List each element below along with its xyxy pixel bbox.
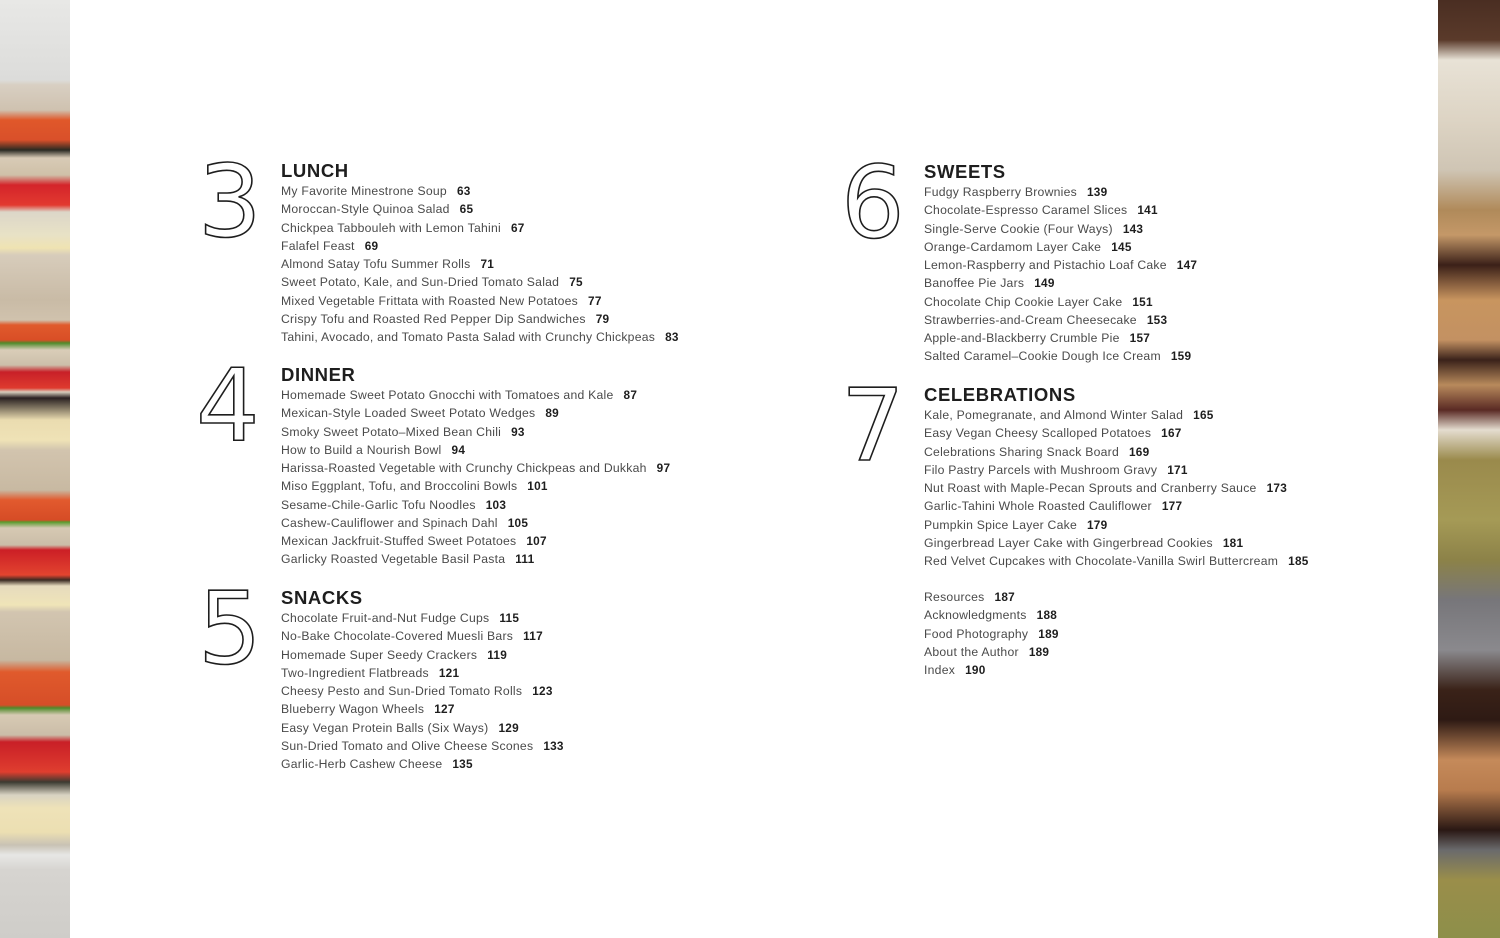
chapter-entries xyxy=(924,183,1197,366)
entry-title: Red Velvet Cupcakes with Chocolate-Vanilla Swirl Buttercream xyxy=(924,554,1279,568)
page-number: 129 xyxy=(498,720,519,735)
toc-entry[interactable] xyxy=(924,643,1059,661)
toc-entry[interactable] xyxy=(281,386,670,404)
entry-title: Homemade Sweet Potato Gnocchi with Tomatoes and Kale xyxy=(281,388,614,402)
entry-title: Resources xyxy=(924,590,985,604)
page-number: 181 xyxy=(1222,535,1244,550)
entry-title: No-Bake Chocolate-Covered Muesli Bars xyxy=(281,629,514,644)
toc-entry[interactable] xyxy=(281,646,564,664)
page-number: 165 xyxy=(1193,408,1214,422)
page-number: 169 xyxy=(1128,444,1150,459)
entry-title: How to Build a Nourish Bowl xyxy=(281,442,442,457)
entry-title: Strawberries-and-Cream Cheesecake xyxy=(924,312,1137,327)
chapter-title: SNACKS xyxy=(281,587,363,608)
chapter-entries xyxy=(281,182,679,346)
page-number: 93 xyxy=(511,424,525,439)
entry-title: Celebrations Sharing Snack Board xyxy=(924,444,1119,459)
toc-entry[interactable] xyxy=(924,661,1059,679)
toc-entry[interactable] xyxy=(924,183,1197,201)
toc-entry[interactable] xyxy=(924,461,1309,479)
page-number: 101 xyxy=(527,479,548,494)
page-number: 190 xyxy=(965,663,986,677)
page-number: 107 xyxy=(526,534,547,548)
toc-entry[interactable] xyxy=(924,534,1309,552)
page-number: 75 xyxy=(569,275,583,290)
entry-title: About the Author xyxy=(924,644,1019,659)
entry-title: Cheesy Pesto and Sun-Dried Tomato Rolls xyxy=(281,684,523,698)
toc-entry[interactable] xyxy=(924,311,1197,329)
toc-entry[interactable] xyxy=(924,220,1197,238)
page-number: 167 xyxy=(1161,426,1182,441)
entry-title: Sun-Dried Tomato and Olive Cheese Scones xyxy=(281,738,534,753)
entry-title: Miso Eggplant, Tofu, and Broccolini Bowls xyxy=(281,479,518,494)
toc-entry[interactable] xyxy=(924,347,1197,365)
entry-title: Two-Ingredient Flatbreads xyxy=(281,665,429,680)
toc-entry[interactable] xyxy=(281,719,564,737)
toc-entry[interactable] xyxy=(924,424,1309,442)
page-number: 69 xyxy=(364,238,379,253)
page-number: 147 xyxy=(1176,258,1198,272)
page-number: 121 xyxy=(438,665,460,680)
entry-title: Sesame-Chile-Garlic Tofu Noodles xyxy=(281,497,476,512)
entry-title: Kale, Pomegranate, and Almond Winter Salad xyxy=(924,408,1184,422)
toc-entry[interactable] xyxy=(281,496,670,514)
page-number: 65 xyxy=(459,202,474,217)
entry-title: Mexican Jackfruit-Stuffed Sweet Potatoes xyxy=(281,534,517,548)
toc-entry[interactable] xyxy=(281,514,670,532)
toc-entry[interactable] xyxy=(924,406,1309,424)
sandwich-stack-photo xyxy=(0,0,70,938)
page-number: 115 xyxy=(499,611,520,625)
entry-title: Apple-and-Blackberry Crumble Pie xyxy=(924,331,1120,345)
page-number: 153 xyxy=(1146,312,1168,327)
page-number: 123 xyxy=(532,684,553,698)
toc-entry[interactable] xyxy=(281,219,679,237)
entry-title: Garlicky Roasted Vegetable Basil Pasta xyxy=(281,552,506,567)
entry-title: Mexican-Style Loaded Sweet Potato Wedges xyxy=(281,406,536,421)
page-number: 151 xyxy=(1132,294,1153,309)
entry-title: Orange-Cardamom Layer Cake xyxy=(924,239,1102,254)
toc-entry[interactable] xyxy=(281,404,670,422)
page-number: 105 xyxy=(507,515,529,530)
toc-entry[interactable] xyxy=(924,274,1197,292)
page-number: 71 xyxy=(480,257,495,271)
entry-title: Nut Roast with Maple-Pecan Sprouts and Cranberry Sauce xyxy=(924,481,1257,495)
entry-title: Salted Caramel–Cookie Dough Ice Cream xyxy=(924,349,1161,364)
toc-entry[interactable] xyxy=(281,292,679,310)
page-number: 119 xyxy=(487,647,508,662)
page-number: 157 xyxy=(1129,331,1151,345)
toc-entry[interactable] xyxy=(924,497,1309,515)
entry-title: Easy Vegan Cheesy Scalloped Potatoes xyxy=(924,426,1152,441)
entry-title: Chocolate Fruit-and-Nut Fudge Cups xyxy=(281,611,490,625)
entry-title: Mixed Vegetable Frittata with Roasted New Potatoes xyxy=(281,293,579,308)
chapter-number: 7 xyxy=(841,367,905,484)
entry-title: My Favorite Minestrone Soup xyxy=(281,184,447,198)
page-number: 67 xyxy=(510,220,525,235)
toc-entry[interactable] xyxy=(924,606,1059,624)
page-number: 111 xyxy=(515,552,535,567)
back-matter-entries xyxy=(924,588,1059,679)
entry-title: Homemade Super Seedy Crackers xyxy=(281,647,478,662)
page-number: 83 xyxy=(665,330,679,344)
chapter-number: 4 xyxy=(196,347,260,464)
toc-entry[interactable] xyxy=(281,423,670,441)
chapter-number: 5 xyxy=(198,570,262,687)
chapter-entries xyxy=(924,406,1309,570)
entry-title: Food Photography xyxy=(924,626,1029,641)
entry-title: Smoky Sweet Potato–Mixed Bean Chili xyxy=(281,424,502,439)
chapter-entries xyxy=(281,609,564,773)
page-number: 185 xyxy=(1288,554,1309,568)
entry-title: Pumpkin Spice Layer Cake xyxy=(924,517,1077,532)
toc-entry[interactable] xyxy=(281,755,564,773)
entry-title: Crispy Tofu and Roasted Red Pepper Dip Sandwiches xyxy=(281,311,586,326)
entry-title: Chocolate-Espresso Caramel Slices xyxy=(924,203,1128,218)
toc-entry[interactable] xyxy=(281,550,670,568)
toc-entry[interactable] xyxy=(281,532,670,550)
page-number: 139 xyxy=(1087,185,1108,199)
entry-title: Chickpea Tabbouleh with Lemon Tahini xyxy=(281,220,501,235)
toc-entry[interactable] xyxy=(281,682,564,700)
entry-title: Sweet Potato, Kale, and Sun-Dried Tomato Salad xyxy=(281,275,560,290)
entry-title: Banoffee Pie Jars xyxy=(924,276,1025,291)
page-number: 145 xyxy=(1111,239,1132,254)
entry-title: Lemon-Raspberry and Pistachio Loaf Cake xyxy=(924,258,1167,272)
toc-entry[interactable] xyxy=(281,609,564,627)
toc-entry[interactable] xyxy=(924,479,1309,497)
page-number: 77 xyxy=(588,293,602,308)
page-number: 149 xyxy=(1034,276,1055,291)
page-number: 177 xyxy=(1161,499,1183,514)
page-number: 159 xyxy=(1170,349,1192,364)
entry-title: Tahini, Avocado, and Tomato Pasta Salad with Crunchy Chickpeas xyxy=(281,330,656,344)
entry-title: Harissa-Roasted Vegetable with Crunchy Chickpeas and Dukkah xyxy=(281,461,647,475)
chapter-title: DINNER xyxy=(281,364,356,385)
toc-entry[interactable] xyxy=(924,552,1309,570)
entry-title: Index xyxy=(924,663,956,677)
page-number: 187 xyxy=(994,590,1015,604)
page-number: 117 xyxy=(523,629,543,644)
toc-entry[interactable] xyxy=(924,201,1197,219)
toc-entry[interactable] xyxy=(281,664,564,682)
chapter-number: 6 xyxy=(841,144,905,261)
toc-entry[interactable] xyxy=(924,516,1309,534)
toc-entry[interactable] xyxy=(924,443,1309,461)
entry-title: Garlic-Herb Cashew Cheese xyxy=(281,757,443,771)
entry-title: Moroccan-Style Quinoa Salad xyxy=(281,202,450,217)
entry-title: Cashew-Cauliflower and Spinach Dahl xyxy=(281,515,498,530)
chapter-title: LUNCH xyxy=(281,160,349,181)
toc-entry[interactable] xyxy=(924,625,1059,643)
entry-title: Chocolate Chip Cookie Layer Cake xyxy=(924,294,1123,309)
page-number: 171 xyxy=(1167,462,1188,477)
page-number: 133 xyxy=(543,738,564,753)
toc-entry[interactable] xyxy=(281,700,564,718)
toc-entry[interactable] xyxy=(281,627,564,645)
page-number: 127 xyxy=(434,702,455,717)
entry-title: Easy Vegan Protein Balls (Six Ways) xyxy=(281,720,489,735)
page-number: 63 xyxy=(456,184,471,198)
toc-entry[interactable] xyxy=(924,238,1197,256)
page-number: 94 xyxy=(451,442,466,457)
page-number: 135 xyxy=(452,757,473,771)
toc-entry[interactable] xyxy=(924,588,1059,606)
toc-entry[interactable] xyxy=(281,441,670,459)
page-number: 173 xyxy=(1266,481,1288,495)
toc-entry[interactable] xyxy=(281,310,679,328)
chapter-number: 3 xyxy=(198,143,262,260)
page-number: 189 xyxy=(1028,644,1050,659)
entry-title: Blueberry Wagon Wheels xyxy=(281,702,425,717)
page-number: 103 xyxy=(485,497,507,512)
page-number: 141 xyxy=(1137,203,1158,218)
toc-entry[interactable] xyxy=(924,329,1197,347)
page-number: 188 xyxy=(1036,608,1058,623)
entry-title: Falafel Feast xyxy=(281,238,355,253)
entry-title: Fudgy Raspberry Brownies xyxy=(924,185,1077,199)
toc-entry[interactable] xyxy=(281,200,679,218)
entry-title: Garlic-Tahini Whole Roasted Cauliflower xyxy=(924,499,1152,514)
toc-entry[interactable] xyxy=(924,256,1197,274)
entry-title: Acknowledgments xyxy=(924,608,1027,623)
toc-entry[interactable] xyxy=(281,273,679,291)
toc-entry[interactable] xyxy=(281,255,679,273)
page-number: 97 xyxy=(656,461,671,475)
chapter-title: SWEETS xyxy=(924,161,1006,182)
page-number: 87 xyxy=(623,388,638,402)
page-number: 89 xyxy=(545,406,559,421)
page-number: 79 xyxy=(595,311,610,326)
toc-entry[interactable] xyxy=(281,328,679,346)
toc-entry[interactable] xyxy=(281,237,679,255)
toc-entry[interactable] xyxy=(924,293,1197,311)
toc-entry[interactable] xyxy=(281,459,670,477)
page-number: 189 xyxy=(1038,626,1059,641)
toc-entry[interactable] xyxy=(281,477,670,495)
entry-title: Single-Serve Cookie (Four Ways) xyxy=(924,221,1113,236)
toc-entry[interactable] xyxy=(281,182,679,200)
entry-title: Gingerbread Layer Cake with Gingerbread Cookies xyxy=(924,535,1213,550)
chapter-title: CELEBRATIONS xyxy=(924,384,1076,405)
page-number: 143 xyxy=(1122,221,1144,236)
page-number: 179 xyxy=(1087,517,1108,532)
entry-title: Filo Pastry Parcels with Mushroom Gravy xyxy=(924,462,1158,477)
entry-title: Almond Satay Tofu Summer Rolls xyxy=(281,257,471,271)
energy-balls-photo xyxy=(1430,0,1500,938)
toc-entry[interactable] xyxy=(281,737,564,755)
chapter-entries xyxy=(281,386,670,569)
